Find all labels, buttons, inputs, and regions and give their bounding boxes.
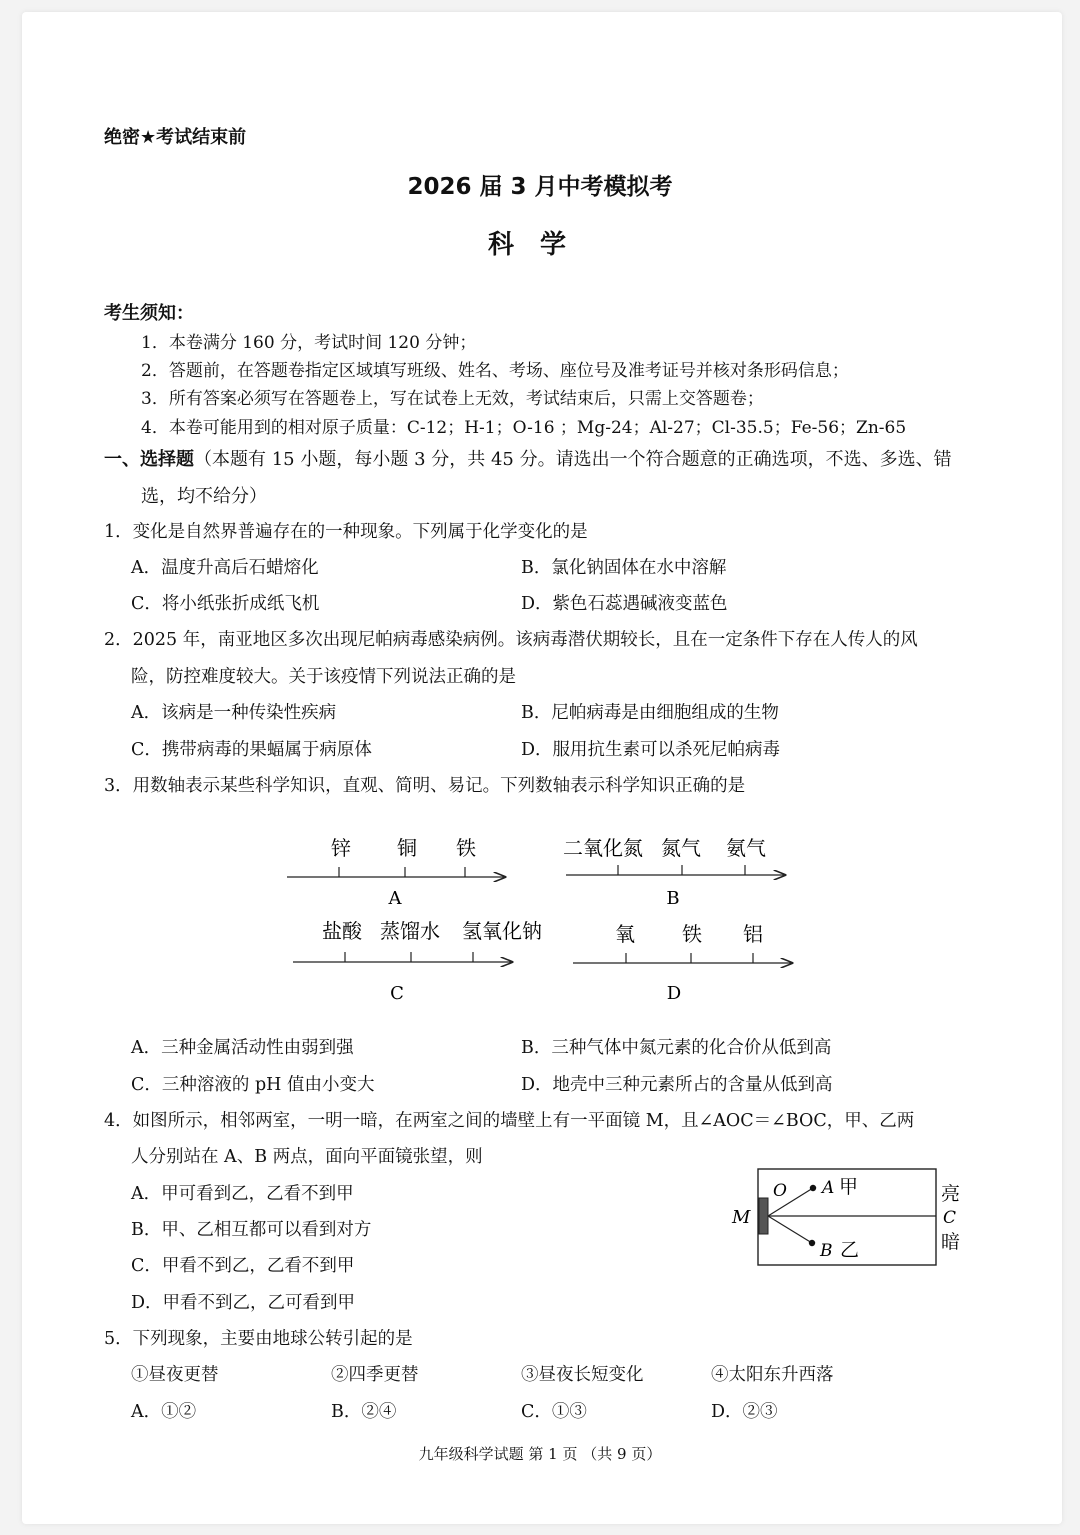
q2-option-d: D．服用抗生素可以杀死尼帕病毒 [521,740,781,760]
section-desc-cont: 选，均不给分） [141,486,267,507]
point-b [809,1240,815,1246]
q3-option-d: D．地壳中三种元素所占的含量从低到高 [521,1075,833,1095]
axis-a [287,836,505,909]
q3-option-a: A．三种金属活动性由弱到强 [131,1038,354,1058]
mirror-figure [720,1160,980,1275]
axis-b-label: 氨气 [726,836,766,860]
q1-option-c: C．将小纸张折成纸飞机 [131,594,320,614]
subject-title: 科学 [487,230,592,260]
q4-option-d: D．甲看不到乙，乙可看到甲 [131,1293,356,1313]
notice-heading: 考生须知： [104,303,194,324]
q5-item: ④太阳东升西落 [711,1365,834,1385]
q1-stem: 1．变化是自然界普遍存在的一种现象。下列属于化学变化的是 [104,522,588,542]
section-label: 一、选择题 [104,449,194,470]
q4-stem-cont: 人分别站在 A、B 两点，面向平面镜张望，则 [131,1147,483,1167]
q3-option-c: C．三种溶液的 pH 值由小变大 [131,1075,375,1095]
q2-stem: 2．2025 年，南亚地区多次出现尼帕病毒感染病例。该病毒潜伏期较长，且在一定条件下存在人传人的风 [104,630,918,650]
axis-d-label: 氧 [615,922,635,946]
axis-d-label: 铁 [682,922,702,946]
q5-option-c: C．①③ [521,1402,587,1422]
label-yi: 乙 [840,1239,860,1261]
axis-c-label: 盐酸 [322,919,362,943]
axis-b-letter: B [666,888,680,909]
plane-mirror [759,1198,768,1234]
q5-option-a: A．①② [131,1402,197,1422]
q1-option-d: D．紫色石蕊遇碱液变蓝色 [521,594,728,614]
axis-c-letter: C [390,983,404,1004]
axis-b-label: 氮气 [661,836,701,860]
axis-a-letter: A [388,888,402,909]
q2-option-a: A．该病是一种传染性疾病 [131,703,337,723]
q5-stem: 5．下列现象，主要由地球公转引起的是 [104,1329,413,1349]
exam-title: 2026 届 3 月中考模拟考 [407,174,673,200]
axis-d-label: 铝 [743,922,763,946]
axis-a-label: 铁 [456,836,476,860]
notice-item: 3．所有答案必须写在答题卷上，写在试卷上无效，考试结束后，只需上交答题卷； [141,389,764,409]
label-a: A [822,1178,835,1198]
notice-item: 2．答题前，在答题卷指定区域填写班级、姓名、考场、座位号及准考证号并核对条形码信息； [141,361,849,381]
axis-a-label: 铜 [397,836,417,860]
q5-option-b: B．②④ [331,1402,397,1422]
axis-c-label: 蒸馏水 [380,919,440,943]
q2-option-b: B．尼帕病毒是由细胞组成的生物 [521,703,779,723]
section-heading [104,445,952,471]
axis-b [563,836,785,909]
label-dark: 暗 [941,1231,961,1253]
axis-d [573,922,792,1004]
label-c: C [943,1208,957,1228]
axis-c [293,919,542,1004]
section-desc: （本题有 15 小题，每小题 3 分，共 45 分。请选出一个符合题意的正确选项，不选、多选、错 [194,449,952,470]
q2-stem-cont: 险，防控难度较大。关于该疫情下列说法正确的是 [131,667,516,687]
q4-stem: 4．如图所示，相邻两室，一明一暗，在两室之间的墙壁上有一平面镜 M，且∠AOC＝∠BOC，甲、乙两 [104,1111,915,1131]
axis-d-letter: D [666,983,682,1004]
label-b: B [820,1241,833,1261]
number-axes-figure [0,820,1080,1010]
q4-option-b: B．甲、乙相互都可以看到对方 [131,1220,372,1240]
q1-option-a: A．温度升高后石蜡熔化 [131,558,319,578]
q2-option-c: C．携带病毒的果蝠属于病原体 [131,740,372,760]
q3-stem: 3．用数轴表示某些科学知识，直观、简明、易记。下列数轴表示科学知识正确的是 [104,776,746,796]
secret-label: 绝密★考试结束前 [104,127,247,148]
q5-item: ①昼夜更替 [131,1365,219,1385]
label-o: O [773,1181,787,1201]
q5-item: ②四季更替 [331,1365,419,1385]
notice-item: 1．本卷满分 160 分，考试时间 120 分钟； [141,333,477,353]
label-bright: 亮 [941,1183,961,1205]
label-jia: 甲 [839,1176,859,1198]
q4-option-a: A．甲可看到乙，乙看不到甲 [131,1184,354,1204]
axis-a-label: 锌 [331,836,351,860]
q5-item: ③昼夜长短变化 [521,1365,644,1385]
axis-c-label: 氢氧化钠 [462,919,542,943]
label-m: M [732,1207,751,1228]
q3-option-b: B．三种气体中氮元素的化合价从低到高 [521,1038,832,1058]
q1-option-b: B．氯化钠固体在水中溶解 [521,558,727,578]
axis-b-label: 二氧化氮 [563,836,643,860]
q5-option-d: D．②③ [711,1402,778,1422]
page-footer: 九年级科学试题 第 1 页 （共 9 页） [418,1445,662,1463]
notice-item: 4．本卷可能用到的相对原子质量：C-12；H-1；O-16 ；Mg-24；Al-27；Cl-35.5；Fe-56；Zn-65 [141,418,907,438]
point-a [810,1185,816,1191]
q4-option-c: C．甲看不到乙，乙看不到甲 [131,1256,355,1276]
